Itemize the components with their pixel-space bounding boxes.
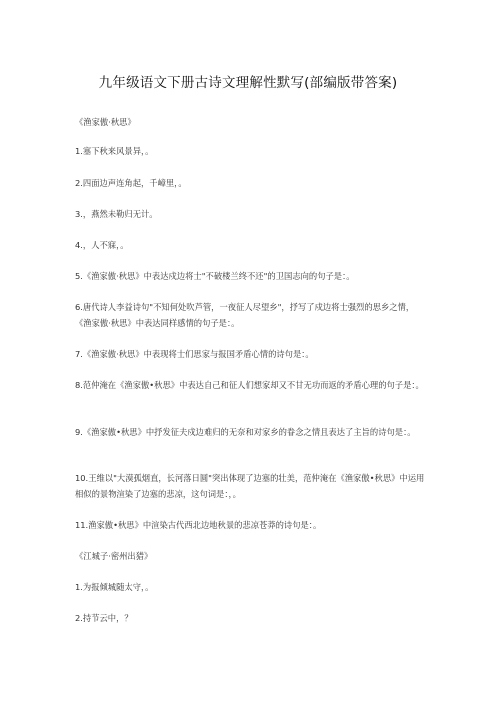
page-title: 九年级语文下册古诗文理解性默写(部编版带答案)	[98, 75, 398, 91]
question-item: 2.持节云中，？	[75, 613, 133, 623]
question-item: 2.四面边声连角起，千嶂里，。	[75, 178, 187, 188]
question-item: 6.唐代诗人李益诗句"不知何处吹芦管，一夜征人尽望乡"，抒写了戍边将士强烈的思乡之情，《渔家傲·秋思》中表达同样感情的句子是：。	[75, 302, 415, 328]
question-item: 3.，燕然未勒归无计。	[75, 209, 158, 219]
question-item: 1.为报倾城随太守，。	[75, 582, 154, 592]
question-item: 11.渔家傲•秋思》中渲染古代西北边地秋景的悲凉苍莽的诗句是：。	[75, 520, 322, 530]
question-item: 10.王维以"大漠孤烟直，长河落日圆"突出体现了边塞的壮美，范仲淹在《渔家傲•秋思》中运用相似的景物渲染了边塞的悲凉，这句词是：，。	[75, 473, 425, 499]
question-item: 7.《渔家傲·秋思》中表现将士们思家与报国矛盾心情的诗句是：。	[75, 349, 314, 359]
question-item: 4.，人不寐，。	[75, 240, 129, 250]
section-heading: 《渔家傲·秋思》	[75, 117, 136, 127]
question-item: 8.范仲淹在《渔家傲•秋思》中表达自己和征人们想家却又不甘无功而返的矛盾心理的句子是：。	[75, 380, 424, 390]
question-item: 9.《渔家傲•秋思》中抒发征夫戍边难归的无奈和对家乡的眷念之情且表达了主旨的诗句是：。	[75, 427, 416, 437]
section-heading: 《江城子·密州出猎》	[75, 551, 153, 561]
question-item: 1.塞下秋来风景异，。	[75, 146, 154, 156]
question-item: 5.《渔家傲·秋思》中表达戍边将士"不破楼兰终不还"的卫国志向的句子是：。	[75, 271, 355, 281]
